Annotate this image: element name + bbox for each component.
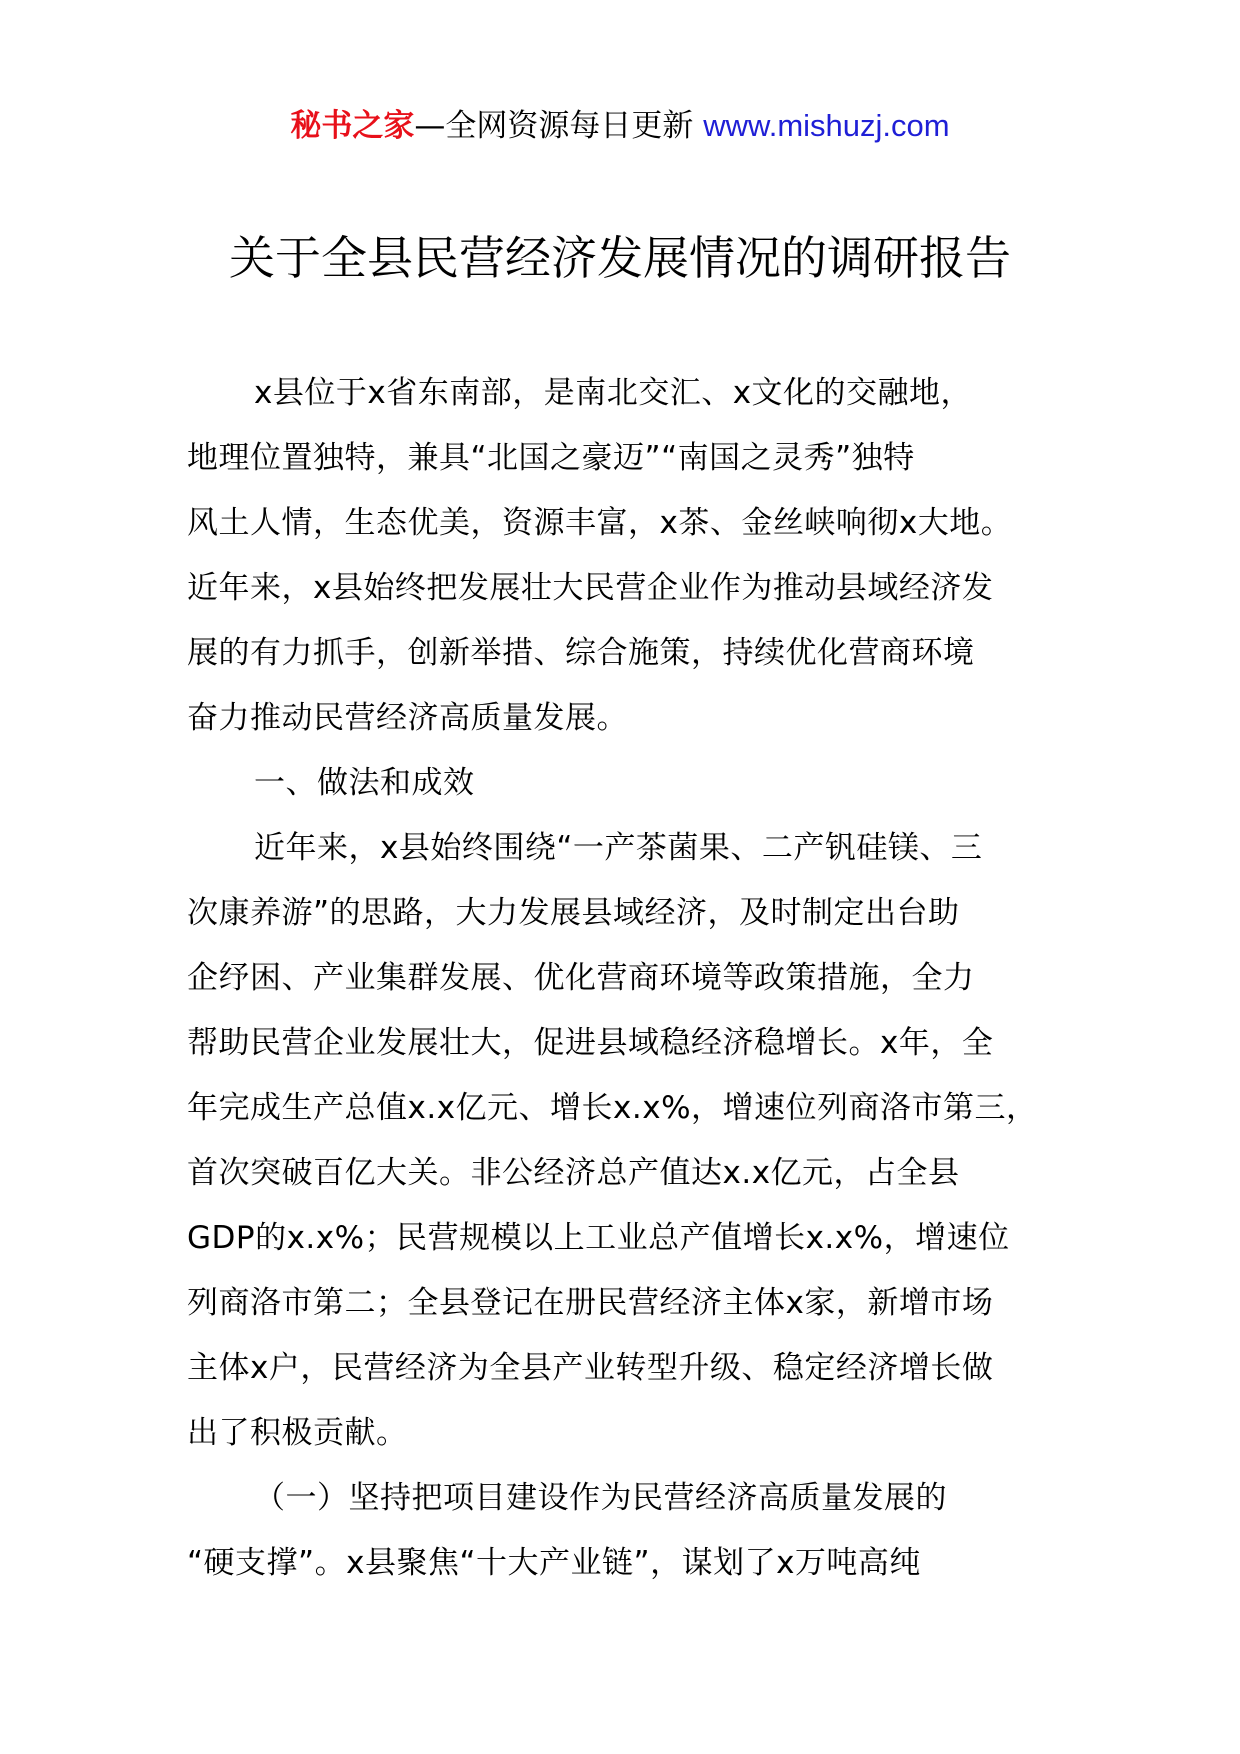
paragraph-line: 地理位置独特，兼具“北国之豪迈”“南国之灵秀”独特 bbox=[187, 440, 915, 476]
paragraph-line: 展的有力抓手，创新举措、综合施策，持续优化营商环境 bbox=[187, 635, 975, 671]
document-title: 关于全县民营经济发展情况的调研报告 bbox=[229, 231, 1011, 285]
site-url-link[interactable]: www.mishuzj.com bbox=[703, 108, 950, 143]
document-body bbox=[187, 361, 1067, 1596]
paragraph-line: 出了积极贡献。 bbox=[187, 1415, 408, 1451]
paragraph-line: 年完成生产总值x.x亿元、增长x.x%，增速位列商洛市第三， bbox=[187, 1090, 1038, 1126]
brand-name: 秘书之家 bbox=[290, 108, 415, 144]
paragraph-line: 近年来，x县始终把发展壮大民营企业作为推动县域经济发 bbox=[187, 570, 994, 606]
paragraph-line: GDP的x.x%；民营规模以上工业总产值增长x.x%，增速位 bbox=[187, 1220, 1010, 1256]
site-header bbox=[0, 104, 1240, 148]
paragraph-line: 企纾困、产业集群发展、优化营商环境等政策措施，全力 bbox=[187, 960, 975, 996]
paragraph-line: 主体x户，民营经济为全县产业转型升级、稳定经济增长做 bbox=[187, 1350, 994, 1386]
section-heading: 一、做法和成效 bbox=[254, 765, 475, 801]
paragraph-line: 奋力推动民营经济高质量发展。 bbox=[187, 700, 628, 736]
paragraph-line: x县位于x省东南部，是南北交汇、x文化的交融地， bbox=[254, 375, 973, 411]
paragraph-line: 近年来，x县始终围绕“一产茶菌果、二产钒硅镁、三 bbox=[254, 830, 983, 866]
paragraph-line: 列商洛市第二；全县登记在册民营经济主体x家，新增市场 bbox=[187, 1285, 994, 1321]
header-slogan: —全网资源每日更新 bbox=[414, 108, 704, 144]
paragraph-line: “硬支撑”。x县聚焦“十大产业链”，谋划了x万吨高纯 bbox=[187, 1545, 921, 1581]
paragraph-line: 首次突破百亿大关。非公经济总产值达x.x亿元，占全县 bbox=[187, 1155, 960, 1191]
paragraph-line: 风土人情，生态优美，资源丰富，x茶、金丝峡响彻x大地。 bbox=[187, 505, 1013, 541]
paragraph-line: 次康养游”的思路，大力发展县域经济，及时制定出台助 bbox=[187, 895, 960, 931]
paragraph-line: 帮助民营企业发展壮大，促进县域稳经济稳增长。x年，全 bbox=[187, 1025, 994, 1061]
subsection-heading: （一）坚持把项目建设作为民营经济高质量发展的 bbox=[254, 1480, 947, 1516]
